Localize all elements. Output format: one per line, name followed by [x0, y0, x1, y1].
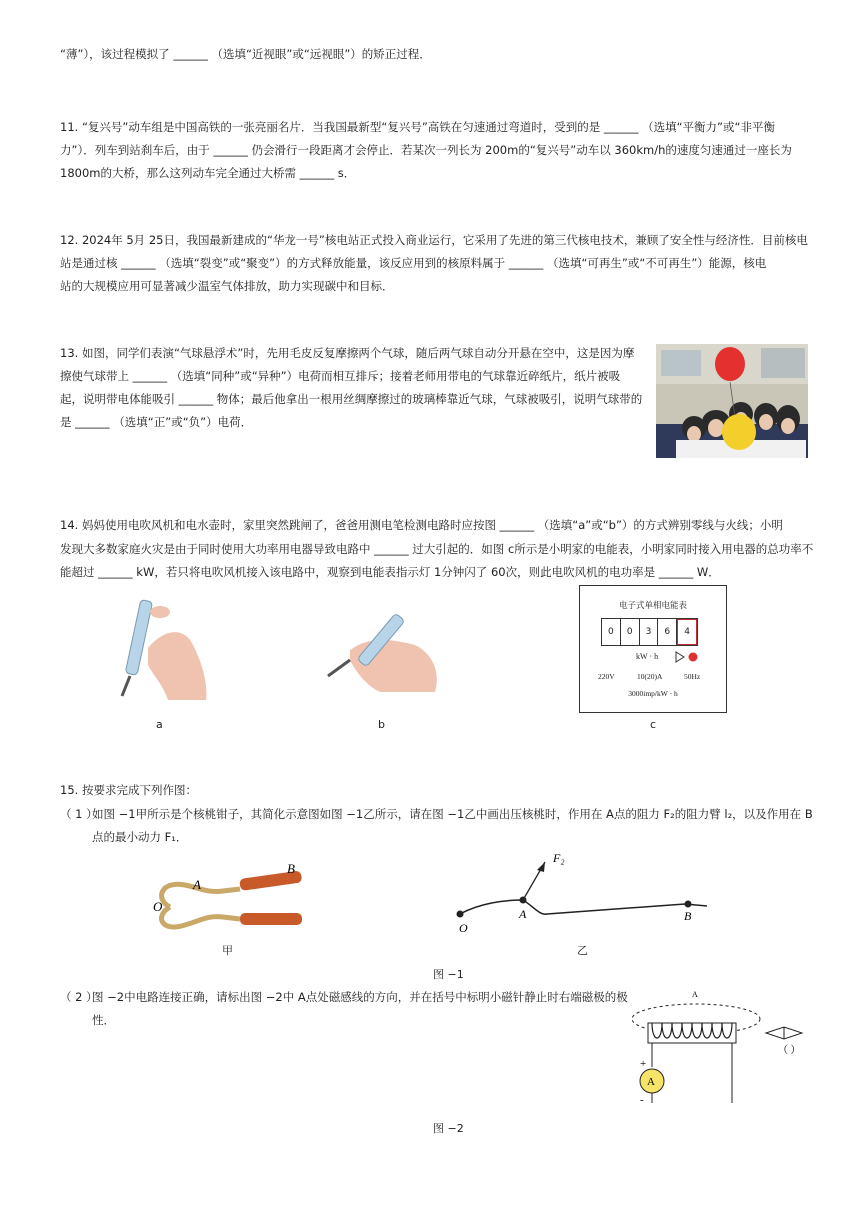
plus-label: + — [640, 1058, 647, 1070]
indicator-light-icon — [675, 651, 701, 663]
label-c: c — [650, 718, 657, 731]
meter-digit: 6 — [658, 619, 677, 645]
figure-1-caption: 图 −1 — [433, 968, 464, 981]
q11-line-1: 11. “复兴号”动车组是中国高铁的一张亮丽名片．当我国最新型“复兴号”高铁在匀速通过弯道时，受到的是 ______ （选填“平衡力”或“非平衡 — [60, 120, 775, 134]
q15-part2-line1: 图 −2中电路连接正确，请标出图 −2中 A点处磁感线的方向，并在括号中标明小磁针静止时右端磁极的极 — [92, 990, 628, 1004]
q15-title: 15. 按要求完成下列作图： — [60, 783, 197, 797]
nutcracker-figure — [145, 855, 315, 935]
q12-line-1: 12. 2024年 5月 25日，我国最新建成的“华龙一号”核电站正式投入商业运行，它采用了先进的第三代核电技术，兼顾了安全性与经济性．目前核电 — [60, 233, 808, 247]
meter-current: 10(20)A — [637, 672, 663, 681]
q11-line-3: 1800m的大桥，那么这列动车完全通过大桥需 ______ s． — [60, 166, 356, 180]
ammeter-label: A — [647, 1076, 655, 1088]
balloon-photo — [656, 344, 808, 458]
meter-digits — [601, 618, 698, 646]
meter-title: 电子式单相电能表 — [618, 601, 687, 611]
test-pen-figure-b — [320, 600, 445, 700]
q15-part2-line2: 性． — [92, 1013, 115, 1027]
meter-imp: 3000imp/kW · h — [628, 689, 678, 698]
point-O-label: O — [153, 899, 163, 914]
point-A-label: A — [193, 877, 201, 892]
q12-line-3: 站的大规模应用可显著减少温室气体排放，助力实现碳中和目标． — [60, 279, 394, 293]
meter-digit-last: 4 — [677, 619, 697, 645]
q11-line-2: 力”）．列车到站刹车后，由于 ______ 仍会滑行一段距离才会停止．若某次一列长为 200m的“复兴号”动车以 360km/h的速度匀速通过一座长为 — [60, 143, 792, 157]
caption-yi: 乙 — [577, 944, 588, 957]
schematic-B-label: B — [684, 909, 692, 923]
force-F2-label: F₂ — [553, 851, 565, 865]
solenoid-circuit — [628, 985, 818, 1105]
meter-digit: 3 — [640, 619, 659, 645]
point-B-label: B — [287, 861, 295, 876]
q15-part1-num: （ 1 ） — [60, 807, 98, 821]
schematic-A-label: A — [519, 907, 527, 921]
energy-meter — [579, 585, 727, 713]
caption-jia: 甲 — [222, 944, 233, 957]
meter-unit: kW · h — [636, 652, 659, 661]
schematic-O-label: O — [459, 921, 468, 935]
label-b: b — [378, 718, 385, 731]
q13-line-1: 13. 如图，同学们表演“气球悬浮术”时，先用毛皮反复摩擦两个气球，随后两气球自动分开悬在空中，这是因为摩 — [60, 346, 635, 360]
minus-label: - — [640, 1094, 644, 1105]
q15-part1-line1: 如图 −1甲所示是个核桃钳子，其简化示意图如图 −1乙所示，请在图 −1乙中画出压核桃时，作用在 A点的阻力 F₂的阻力臂 l₂，以及作用在 B — [92, 807, 813, 821]
meter-digit: 0 — [602, 619, 621, 645]
q13-line-3: 起，说明带电体能吸引 ______ 物体；最后他拿出一根用丝绸摩擦过的玻璃棒靠近气球，气球被吸引，说明气球带的 — [60, 392, 643, 406]
meter-voltage: 220V — [598, 672, 615, 681]
q14-line-3: 能超过 ______ kW，若只将电吹风机接入该电路中，观察到电能表指示灯 1分钟闪了 60次，则此电吹风机的电功率是 ______ W． — [60, 565, 720, 579]
q13-line-2: 擦使气球带上 ______ （选填“同种”或“异种”）电荷而相互排斥；接着老师用带电的气球靠近碎纸片，纸片被吸 — [60, 369, 621, 383]
lever-schematic — [445, 848, 720, 938]
meter-digit: 0 — [621, 619, 640, 645]
pole-bracket: （ ） — [778, 1045, 801, 1056]
label-a: a — [156, 718, 163, 731]
q13-line-4: 是 ______ （选填“正”或“负”）电荷． — [60, 415, 253, 429]
point-A-marker: A — [692, 990, 698, 999]
q14-line-2: 发现大多数家庭火灾是由于同时使用大功率用电器导致电路中 ______ 过大引起的．如图 c所示是小明家的电能表，小明家同时接入用电器的总功率不 — [60, 542, 814, 556]
q15-part2-num: （ 2 ） — [60, 990, 98, 1004]
test-pen-figure-a — [108, 590, 218, 705]
q12-line-2: 站是通过核 ______ （选填“裂变”或“聚变”）的方式释放能量，该反应用到的核原料属于 ______ （选填“可再生”或“不可再生”）能源，核电 — [60, 256, 767, 270]
figure-2-caption: 图 −2 — [433, 1122, 464, 1135]
intro-line: “薄”），该过程模拟了 ______ （选填“近视眼”或“远视眼”）的矫正过程． — [60, 47, 431, 61]
q15-part1-line2: 点的最小动力 F₁． — [92, 830, 188, 844]
meter-frequency: 50Hz — [684, 672, 701, 681]
q14-line-1: 14. 妈妈使用电吹风机和电水壶时，家里突然跳闸了，爸爸用测电笔检测电路时应按图 ______ （选填“a”或“b”）的方式辨别零线与火线；小明 — [60, 518, 783, 532]
